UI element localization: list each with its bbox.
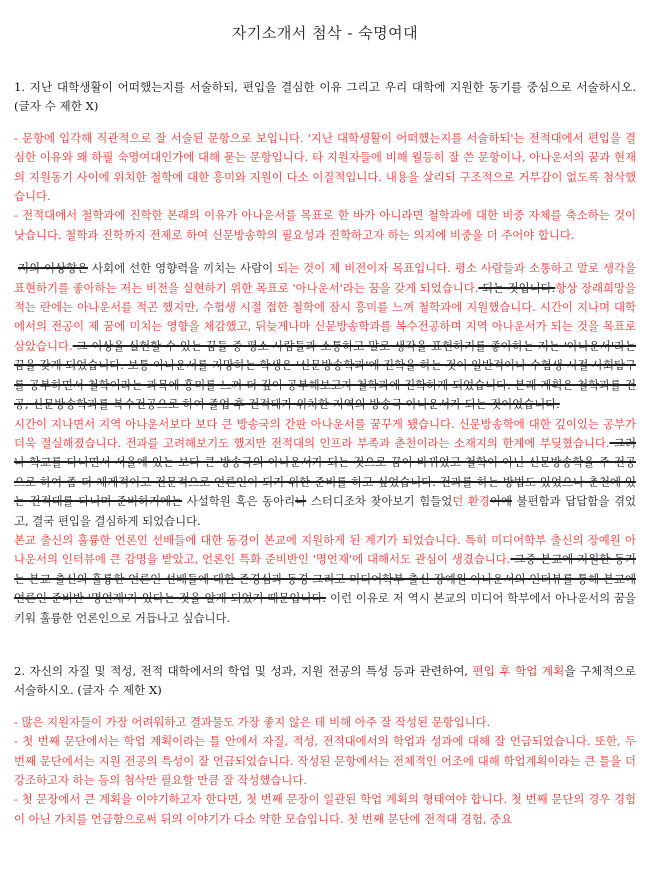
document-title: 자기소개서 첨삭 - 숙명여대 <box>231 24 419 42</box>
answer-text: 불편함과 답답함을 겪었고, 결국 편입을 결심하게 되었습니다. <box>14 494 636 528</box>
answer-paragraph <box>14 259 636 414</box>
edit-insert: 항상 장래희망을 적는 란에는 아나운서를 적곤 했지만, 수험생 시절 접한 철학에 잠시 흥미를 느껴 철학과에 지원했습니다. 시간이 지나며 대학에서의 전공이 제 꿈에 미치는 영향을 체감했고, 뒤늦게나마 신문방송학과를 복수전공하며 지역 아나운서가 되는 것을 목표로 삼았습니다. <box>14 280 636 353</box>
feedback-item: - 전적대에서 철학과에 진학한 본래의 이유가 아나운서를 목표로 한 바가 아니라면 철학과에 대한 비중 자체를 축소하는 것이 낫습니다. 철학과 진학까지 전제로 하여 신문방송학의 필요성과 진학하고자 하는 의지에 비중을 더 주어야 합니다. <box>14 208 636 242</box>
answer-text: 스터디조차 찾아보기 힘들었 <box>306 494 453 509</box>
edit-insert: 되는 것이 제 비전이자 목표입니다. 평소 사람들과 소통하고 말로 생각을 표현하기를 좋아하는 저는 비전을 실현하기 위한 목표로 '아나운서'라는 꿈을 갖게 되었습니다. <box>14 261 636 295</box>
question-2 <box>14 662 636 701</box>
feedback-block-2 <box>14 713 636 829</box>
struck-text: 나 <box>295 494 307 509</box>
edit-insert: 본교 출신의 훌륭한 언론인 선배들에 대한 동경이 본교에 지원하게 된 계기가 되었습니다. 특히 미디어학부 출신의 장예원 아나운서의 인터뷰에 큰 감명을 받았고, 언론인 특화 준비반인 '명언재'에 대해서도 관심이 생겼습니다. <box>14 532 636 567</box>
struck-text: 그러나 학교를 다니면서 서울에 있는 보다 큰 방송국의 아나운서가 되는 것으로 꿈이 바뀌었고 철학이 아닌 신문방송학을 주 전공으로 하여 좀 더 체계적이고 전문적으로 언론인이 되기 위한 준비를 하고 싶었습니다. 전과를 하는 방법도 있었으나 춘천에 있는 전적대를 다니며 준비하기에는 <box>14 435 636 509</box>
edit-insert: 던 환경 <box>452 494 490 509</box>
struck-text: 그중 본교에 지원한 동기는 본교 출신의 훌륭한 언론인 선배들에 대한 존경심과 동경 그리고 미디어학부 출신 장예원 아나운서의 인터뷰를 통해 본교에 언론인 준비반 '명언재'가 있다는 것을 알게 되었기 때문입니다. <box>14 552 636 606</box>
feedback-block-1 <box>14 129 636 245</box>
answer-text: 사회에 선한 영향력을 끼치는 사람이 <box>88 261 274 276</box>
struck-text: 저의 이상향은 <box>18 261 89 276</box>
struck-text: 되는 것입니다. <box>478 280 556 295</box>
question-text: 2. 자신의 자질 및 적성, 전적 대학에서의 학업 및 성과, 지원 전공의 특성 등과 관련하여, <box>14 663 473 678</box>
answer-1 <box>14 259 636 628</box>
answer-paragraph <box>14 415 636 531</box>
question-highlight: 편입 후 학업 계획 <box>472 663 565 678</box>
feedback-item: - 첫 문장에서 큰 계획을 이야기하고자 한다면, 첫 번째 문장이 일관된 학업 계획의 형태여야 합니다. 첫 번째 문단의 경우 경험이 아닌 가치를 언급함으로써 뒤의 이야기가 다소 약한 모습입니다. 첫 번째 문단에 전적대 경험, 중요 <box>14 792 636 826</box>
feedback-item: - 많은 지원자들이 가장 어려워하고 결과물도 가장 좋지 않은 데 비해 아주 잘 작성된 문항입니다. <box>14 714 491 729</box>
struck-text: 이에 <box>489 494 512 509</box>
question-text: 을 구체적으로 서술하시오. (글자 수 제한 X) <box>14 663 636 698</box>
feedback-item: - 첫 번째 문단에서는 학업 계획이라는 틀 안에서 자질, 적성, 전적대에서의 학업과 성과에 대해 잘 언급되었습니다. 또한, 두 번째 문단에서는 지원 전공의 특성이 잘 언급되었습니다. 작성된 문항에서는 전체적인 어조에 대해 학업계획이라는 큰 틀을 더 강조하고자 하는 등의 첨삭만 필요할 만큼 잘 작성했습니다. <box>14 734 636 787</box>
question-1: 1. 지난 대학생활이 어떠했는지를 서술하되, 편입을 결심한 이유 그리고 우리 대학에 지원한 동기를 중심으로 서술하시오. (글자 수 제한 X) <box>14 80 636 114</box>
struck-text: 그 이상을 실현할 수 있는 꿈들 중 평소 사람들과 소통하고 말로 생각을 표현하기를 좋아하는 저는 '아나운서'라는 꿈을 갖게 되었습니다. 보통 아나운서를 지망하는 학생은 '신문방송학과'에 진학을 하는 것이 일반적이나 수험생 시절 사회탐구를 공부하면서 철학이라는 과목에 흥미를 느껴 더 깊이 공부해보고자 철학과에 진학하게 되었습니다. 본래 계획은 철학과를 전공, 신문방송학과를 복수전공으로 하여 졸업 후 전적대가 위치한 지역의 방송국 아나운서가 되는 것이었습니다. <box>14 338 636 412</box>
answer-text: 이런 이유로 저 역시 본교의 미디어 학부에서 아나운서의 꿈을 키워 훌륭한 언론인으로 거듭나고 싶습니다. <box>14 591 636 625</box>
answer-paragraph <box>14 531 636 628</box>
feedback-item: - 문항에 입각해 직관적으로 잘 서술된 문항으로 보입니다. '지난 대학생활이 어떠했는지를 서술하되'는 전적대에서 편입을 결심한 이유와 왜 하필 숙명여대인가에 대해 묻는 문항입니다. 타 지원자들에 비해 월등히 잘 쓴 문항이나, 아나운서의 꿈과 현재의 지원동기 사이에 위치한 철학에 대한 흥미와 지원이 다소 이질적입니다. 내용을 살리되 구조적으로 거부감이 없도록 첨삭했습니다. <box>14 130 636 204</box>
answer-text: 사설학원 혹은 동아리 <box>182 494 296 509</box>
edit-insert: 시간이 지나면서 지역 아나운서보다 보다 큰 방송국의 간판 아나운서를 꿈꾸게 됐습니다. 신문방송학에 대한 깊이있는 공부가 더욱 절실해졌습니다. 전과를 고려해보기도 했지만 전적대의 인프라 부족과 춘천이라는 소재지의 한계에 부딪혔습니다. <box>14 416 636 450</box>
